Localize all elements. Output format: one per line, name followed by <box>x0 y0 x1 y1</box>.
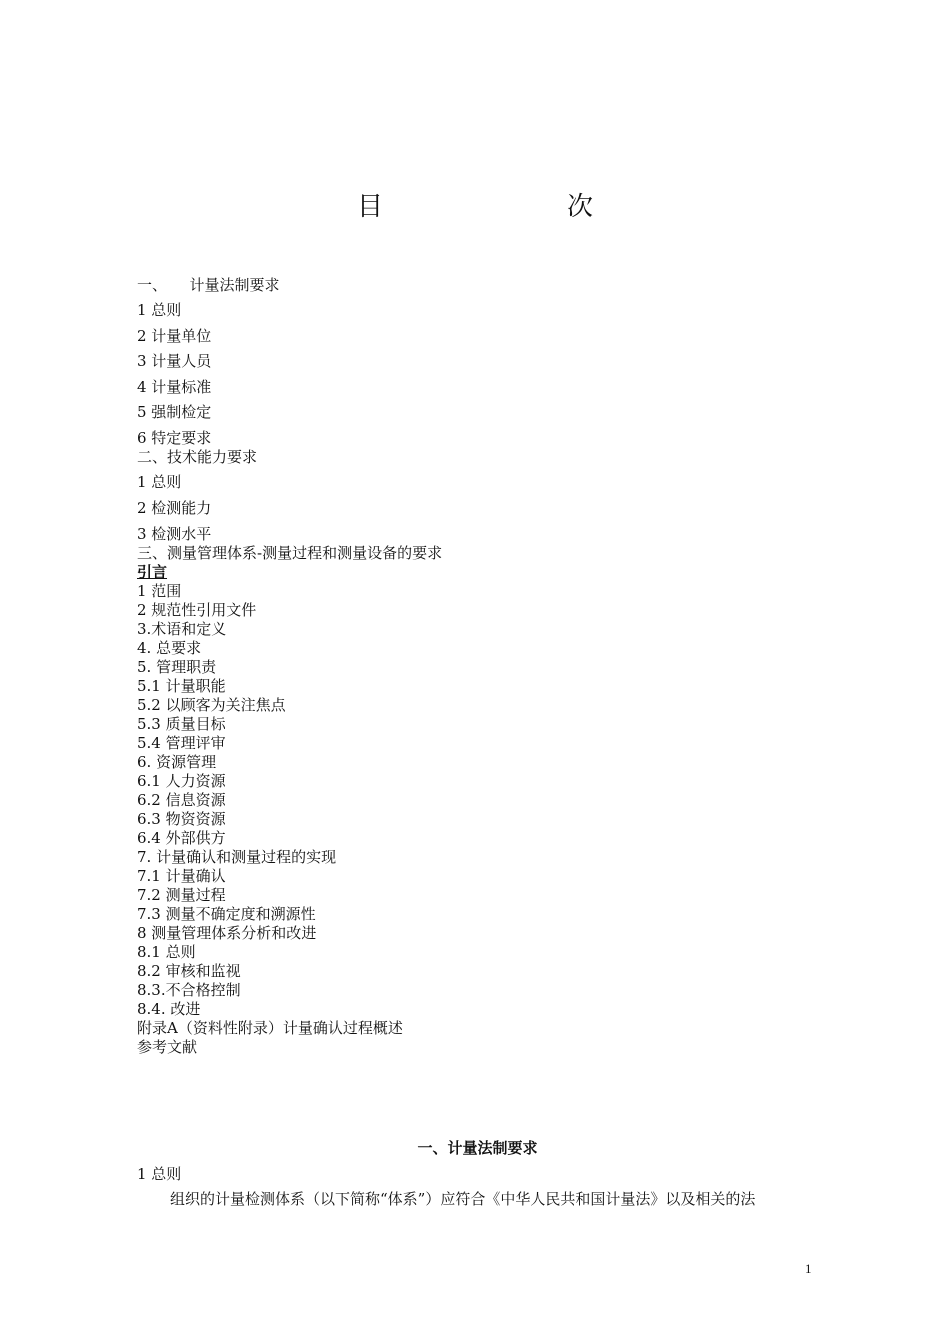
toc-item: 参考文献 <box>137 1038 198 1056</box>
toc-item: 3.术语和定义 <box>137 620 227 638</box>
toc-item: 2 规范性引用文件 <box>137 601 257 619</box>
toc-item: 三、测量管理体系-测量过程和测量设备的要求 <box>137 544 443 562</box>
toc-item: 6.1 人力资源 <box>137 772 226 790</box>
subsection-heading: 1 总则 <box>137 1165 182 1183</box>
toc-item: 7.2 测量过程 <box>137 886 226 904</box>
section-heading: 一、计量法制要求 <box>417 1139 538 1157</box>
toc-item: 5.2 以顾客为关注焦点 <box>137 696 286 714</box>
toc-item: 8 测量管理体系分析和改进 <box>137 924 317 942</box>
toc-item: 4 计量标准 <box>137 378 212 396</box>
toc-item: 4. 总要求 <box>137 639 202 657</box>
toc-item: 6 特定要求 <box>137 429 212 447</box>
toc-item: 6.4 外部供方 <box>137 829 226 847</box>
toc-item: 7.1 计量确认 <box>137 867 226 885</box>
toc-item: 6.3 物资资源 <box>137 810 226 828</box>
page-number: 1 <box>805 1261 812 1276</box>
toc-item: 7.3 测量不确定度和溯源性 <box>137 905 316 923</box>
toc-item: 1 总则 <box>137 473 182 491</box>
body-paragraph: 组织的计量检测体系（以下简称“体系”）应符合《中华人民共和国计量法》以及相关的法 <box>170 1190 756 1208</box>
toc-item: 5.3 质量目标 <box>137 715 226 733</box>
page-title: 目 次 <box>356 192 637 222</box>
toc-item: 引言 <box>137 563 168 581</box>
toc-item: 6. 资源管理 <box>137 753 217 771</box>
toc-item: 8.1 总则 <box>137 943 196 961</box>
toc-item: 5.4 管理评审 <box>137 734 226 752</box>
toc-item: 一、 计量法制要求 <box>137 276 280 294</box>
toc-item: 3 检测水平 <box>137 525 212 543</box>
toc-item: 5. 管理职责 <box>137 658 217 676</box>
toc-item: 8.3.不合格控制 <box>137 981 241 999</box>
toc-item: 7. 计量确认和测量过程的实现 <box>137 848 337 866</box>
toc-item: 1 总则 <box>137 301 182 319</box>
toc-item: 5 强制检定 <box>137 403 212 421</box>
toc-item: 二、技术能力要求 <box>137 448 258 466</box>
toc-item: 6.2 信息资源 <box>137 791 226 809</box>
toc-item: 2 计量单位 <box>137 327 212 345</box>
toc-item: 3 计量人员 <box>137 352 212 370</box>
toc-item: 8.4. 改进 <box>137 1000 201 1018</box>
toc-item: 8.2 审核和监视 <box>137 962 241 980</box>
toc-item: 1 范围 <box>137 582 182 600</box>
toc-item: 5.1 计量职能 <box>137 677 226 695</box>
toc-item: 2 检测能力 <box>137 499 212 517</box>
toc-item: 附录A（资料性附录）计量确认过程概述 <box>137 1019 403 1037</box>
